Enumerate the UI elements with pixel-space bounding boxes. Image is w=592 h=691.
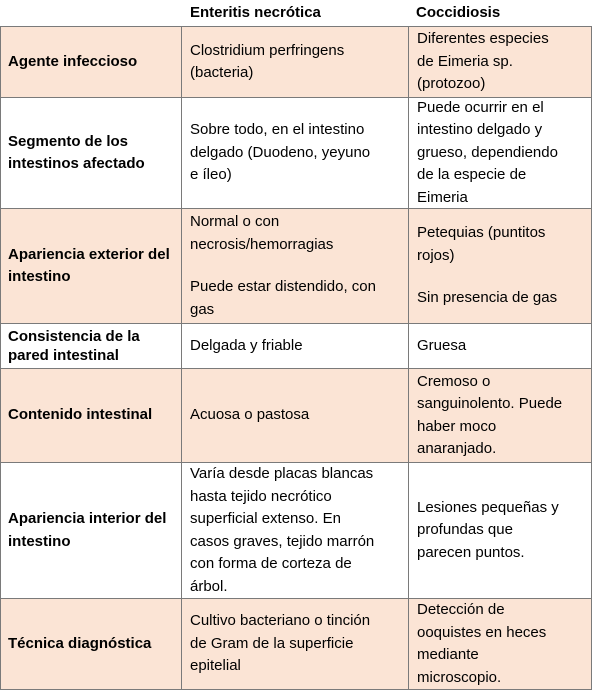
cell-line: rojos) [417, 246, 455, 264]
cell-line: grueso, dependiendo [417, 143, 558, 161]
cell-line: Gruesa [417, 336, 467, 354]
cell-line: Puede estar distendido, con [190, 278, 376, 295]
cell-line: Delgada y friable [190, 336, 303, 354]
row-label: Técnica diagnóstica [8, 634, 152, 652]
row-label: Segmento de los intestinos afectado [8, 132, 145, 172]
cell-line: Sin presencia de gas [417, 289, 558, 307]
table-row-consistencia [0, 323, 592, 368]
row-label-cell [0, 599, 181, 689]
cell-line: epitelial [190, 657, 241, 675]
table-row-apariencia-interior [0, 462, 592, 598]
enteritis-cell [181, 98, 408, 208]
row-label-cell [0, 369, 181, 462]
enteritis-cell [181, 27, 408, 97]
table-row-tecnica [0, 598, 592, 690]
cell-line: (protozoo) [417, 75, 486, 93]
cell-line: anaranjado. [417, 440, 497, 457]
row-label: Contenido intestinal [8, 406, 153, 424]
cell-line: hasta tejido necrótico [190, 487, 332, 505]
cell-line: necrosis/hemorragias [190, 235, 334, 253]
cell-line: Varía desde placas blancas [190, 465, 374, 482]
cell-line: con forma de corteza de [190, 555, 352, 572]
coccidiosis-cell [408, 98, 592, 208]
cell-line: mediante [417, 646, 479, 663]
cell-line: Puede ocurrir en el [417, 98, 544, 116]
cell-line: delgado (Duodeno, yeyuno [190, 143, 371, 161]
cell-line: sanguinolento. Puede [417, 395, 563, 412]
cell-line: Petequias (puntitos [417, 224, 546, 242]
cell-line: (bacteria) [190, 64, 254, 81]
cell-line: de Gram de la superficie [190, 634, 354, 652]
row-label-cell [0, 463, 181, 598]
cell-line: parecen puntos. [417, 543, 525, 561]
table-row-apariencia-exterior [0, 208, 592, 323]
table-row-contenido [0, 368, 592, 462]
row-label-cell [0, 98, 181, 208]
enteritis-cell [181, 209, 408, 323]
enteritis-cell [181, 324, 408, 368]
row-label: Consistencia de la pared intestinal [8, 328, 140, 364]
table-row-segmento [0, 97, 592, 208]
table-row-agente [0, 26, 592, 97]
cell-line: gas [190, 300, 215, 318]
cell-line: profundas que [417, 521, 513, 539]
coccidiosis-cell [408, 599, 592, 689]
cell-line: Clostridium perfringens [190, 41, 345, 59]
cell-line: Normal o con [190, 213, 280, 230]
cell-line: Sobre todo, en el intestino [190, 121, 365, 139]
cell-line: superficial extenso. En [190, 510, 341, 527]
cell-line: microscopio. [417, 668, 502, 686]
cell-line: Cremoso o [417, 372, 491, 390]
coccidiosis-cell [408, 209, 592, 323]
cell-line: Lesiones pequeñas y [417, 498, 559, 516]
header-coccidiosis: Coccidiosis [416, 4, 501, 21]
coccidiosis-cell [408, 369, 592, 462]
row-label-cell [0, 27, 181, 97]
enteritis-cell [181, 599, 408, 689]
cell-line: e íleo) [190, 166, 232, 184]
cell-line: Detección de [417, 601, 505, 618]
cell-line: de la especie de [417, 166, 527, 184]
header-enteritis: Enteritis necrótica [190, 4, 321, 21]
cell-line: ooquistes en heces [417, 623, 547, 641]
enteritis-cell [181, 369, 408, 462]
row-label-cell [0, 324, 181, 368]
coccidiosis-cell [408, 463, 592, 598]
row-label: Apariencia interior del intestino [8, 510, 167, 550]
coccidiosis-cell [408, 27, 592, 97]
row-label: Agente infeccioso [8, 52, 138, 70]
enteritis-cell [181, 463, 408, 598]
cell-line: haber moco [417, 417, 497, 435]
cell-line: de Eimeria sp. [417, 52, 513, 70]
row-label-cell [0, 209, 181, 323]
cell-line: Eimeria [417, 188, 468, 206]
cell-line: intestino delgado y [417, 121, 543, 139]
cell-line: Acuosa o pastosa [190, 406, 310, 424]
coccidiosis-cell [408, 324, 592, 368]
cell-line: Cultivo bacteriano o tinción [190, 612, 371, 630]
table-header [0, 0, 592, 26]
cell-line: casos graves, tejido marrón [190, 532, 375, 550]
cell-line: árbol. [190, 577, 228, 595]
cell-line: Diferentes especies [417, 30, 549, 48]
row-label: Apariencia exterior del intestino [8, 245, 170, 285]
